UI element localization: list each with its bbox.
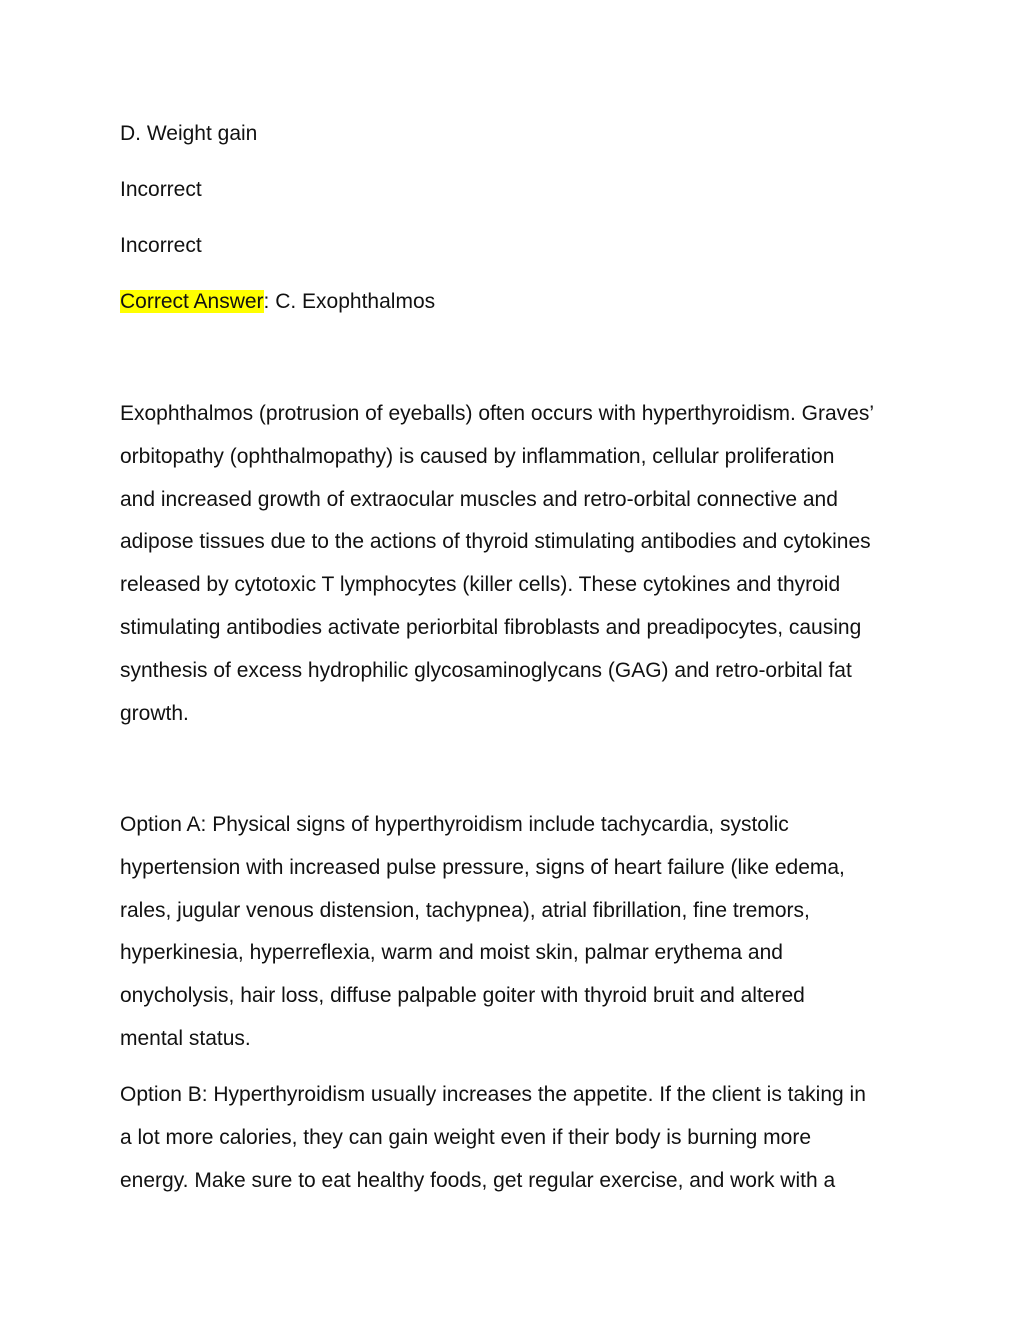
explanation-line: and increased growth of extraocular muscles and retro-orbital connective and: [120, 487, 838, 511]
option-b-paragraph: [120, 1074, 910, 1202]
explanation-line: synthesis of excess hydrophilic glycosaminoglycans (GAG) and retro-orbital fat: [120, 658, 852, 682]
incorrect-label-1: Incorrect: [120, 178, 202, 201]
option-d-line: D. Weight gain: [120, 122, 258, 145]
correct-answer-label: Correct Answer: [120, 290, 264, 313]
option-a-line: hypertension with increased pulse pressure, signs of heart failure (like edema,: [120, 855, 845, 879]
explanation-paragraph: [120, 393, 910, 735]
explanation-line: orbitopathy (ophthalmopathy) is caused by inflammation, cellular proliferation: [120, 444, 835, 468]
correct-answer-line: [120, 288, 435, 316]
explanation-line: Exophthalmos (protrusion of eyeballs) often occurs with hyperthyroidism. Graves’: [120, 402, 874, 425]
option-a-line: hyperkinesia, hyperreflexia, warm and moist skin, palmar erythema and: [120, 941, 783, 965]
option-b-line: energy. Make sure to eat healthy foods, get regular exercise, and work with a: [120, 1168, 836, 1192]
option-b-line: a lot more calories, they can gain weight even if their body is burning more: [120, 1125, 812, 1149]
option-a-paragraph: [120, 804, 910, 1061]
explanation-line: stimulating antibodies activate periorbital fibroblasts and preadipocytes, causing: [120, 615, 862, 639]
explanation-line: released by cytotoxic T lymphocytes (killer cells). These cytokines and thyroid: [120, 573, 841, 597]
option-a-line: onycholysis, hair loss, diffuse palpable goiter with thyroid bruit and altered: [120, 984, 805, 1008]
correct-answer-value: : C. Exophthalmos: [263, 290, 436, 313]
option-a-line: rales, jugular venous distension, tachypnea), atrial fibrillation, fine tremors,: [120, 898, 810, 922]
incorrect-label-2: Incorrect: [120, 234, 202, 257]
option-a-line: mental status.: [120, 1026, 251, 1050]
explanation-line: adipose tissues due to the actions of thyroid stimulating antibodies and cytokines: [120, 530, 871, 554]
option-b-line: Option B: Hyperthyroidism usually increases the appetite. If the client is taking in: [120, 1083, 866, 1106]
explanation-line: growth.: [120, 701, 189, 725]
option-a-line: Option A: Physical signs of hyperthyroidism include tachycardia, systolic: [120, 813, 789, 836]
